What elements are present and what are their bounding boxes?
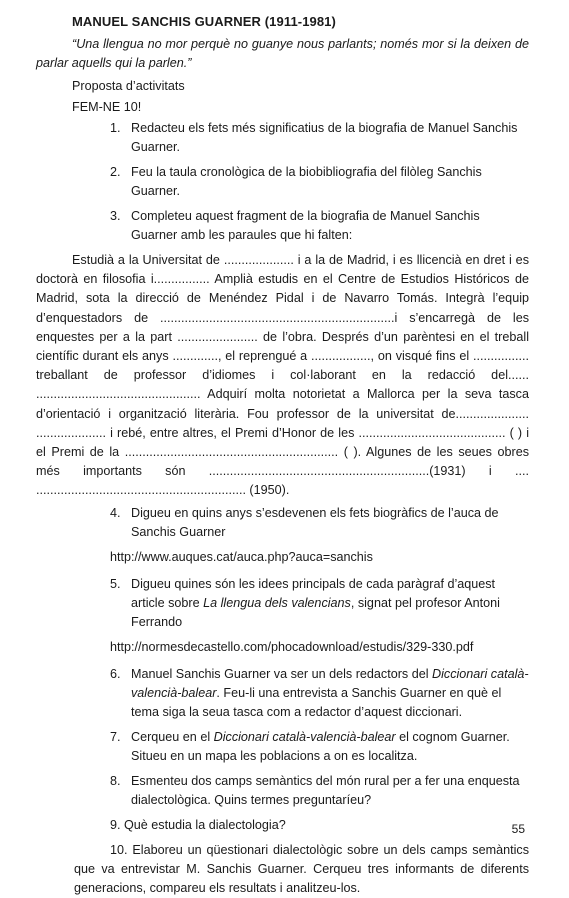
item-text-pre: Digueu quines són les idees principals de cada paràgraf d’aquest article sobre [131,576,496,610]
item-text: Completeu aquest fragment de la biografia de Manuel Sanchis Guarner amb les paraules que hi falten: [131,209,480,242]
article-title: La llengua dels valencians [203,595,351,610]
item-number: 2. [110,165,121,179]
activity-item-7 [36,728,529,766]
item-number: 6. [110,666,121,681]
activity-item-10: 10. Elaboreu un qüestionari dialectològic sobre un dels camps semàntics que va entrevistar M. Sanchis Guarner. Cerqueu tres informants de diferents generacions, compareu els resultats i analitzeu-los. [74,842,529,895]
item-number: 8. [110,773,121,788]
page-title: MANUEL SANCHIS GUARNER (1911-1981) [72,14,336,29]
page-content [36,14,529,898]
quote: “Una llengua no mor perquè no guanye nous parlants; només mor si la deixen de parlar aquells qui la parlen.” [36,37,529,70]
item-number: 4. [110,505,121,520]
dictionary-title: Diccionari català-valencià-balear [213,729,396,744]
femne-heading: FEM-NE 10! [72,100,142,114]
normes-link[interactable]: http://normesdecastello.com/phocadownload/estudis/329-330.pdf [110,639,474,654]
activity-item-2 [36,163,529,201]
item-text-pre: Cerqueu en el [131,729,214,744]
item-text-pre: Manuel Sanchis Guarner va ser un dels redactors del [131,666,433,681]
fill-in-fragment: Estudià a la Universitat de .................... i a la de Madrid, i es llicencià en dret i es doctorà en filosofia i................ Amplià estudis en el Centre de Estudios Históricos de Madrid, sota la direcció de Menéndez Pidal i de Navarro Tomás. Integrà l’equip d’enquestadors de ...................................................................i s’encarregà de les enquestes per a la part ....................... de l’obra. Després d’un parèntesi en el treball científic durant els anys ............., el reprengué a ................., on visqué fins el ................ treballant de professor d’idiomes i col·laborant en la redacció del...... ............................................... Adquirí molta notorietat a Mallorca per la seva tasca d’orientació i organització literària. Fou professor de la universitat de..................... .................... i rebé, entre altres, el Premi d’Honor de les .......................................... ( ) i el Premi de la ............................................................. ( ). Algunes de les seues obres més importants són ...............................................................(1931) i .... ............................................................ (1950). [36,253,529,498]
item-text: Digueu en quins anys s’esdevenen els fets biogràfics de l’auca de Sanchis Guarner [131,505,499,539]
activity-item-3 [36,207,529,245]
auca-link[interactable]: http://www.auques.cat/auca.php?auca=sanchis [110,549,373,564]
proposta-heading: Proposta d’activitats [72,79,185,93]
item-text-post: . Feu-li una entrevista a Sanchis Guarner en què el tema siga la seua tasca com a redactor d’aquest diccionari. [131,685,502,719]
activity-item-6 [36,665,529,722]
item-text: Feu la taula cronològica de la biobibliografia del filòleg Sanchis Guarner. [131,165,482,198]
activity-item-5 [36,575,529,632]
item-number: 1. [110,121,121,135]
item-text-post: el cognom Guarner. Situeu en un mapa les poblacions a on es localitza. [131,729,510,763]
activity-item-1 [36,119,529,157]
dictionary-title: Diccionari català-valencià-balear [131,666,529,700]
activity-item-4 [36,504,529,542]
item-text-post: , signat pel profesor Antoni Ferrando [131,595,500,629]
item-number: 5. [110,576,121,591]
item-text: Redacteu els fets més significatius de la biografia de Manuel Sanchis Guarner. [131,121,518,154]
activity-item-8 [36,772,529,810]
activity-item-9: 9. Què estudia la dialectologia? [110,817,286,832]
item-number: 3. [110,209,121,223]
item-number: 7. [110,729,121,744]
item-text: Esmenteu dos camps semàntics del món rural per a fer una enquesta dialectològica. Quins termes preguntaríeu? [131,773,520,807]
page-number: 55 [511,822,525,836]
